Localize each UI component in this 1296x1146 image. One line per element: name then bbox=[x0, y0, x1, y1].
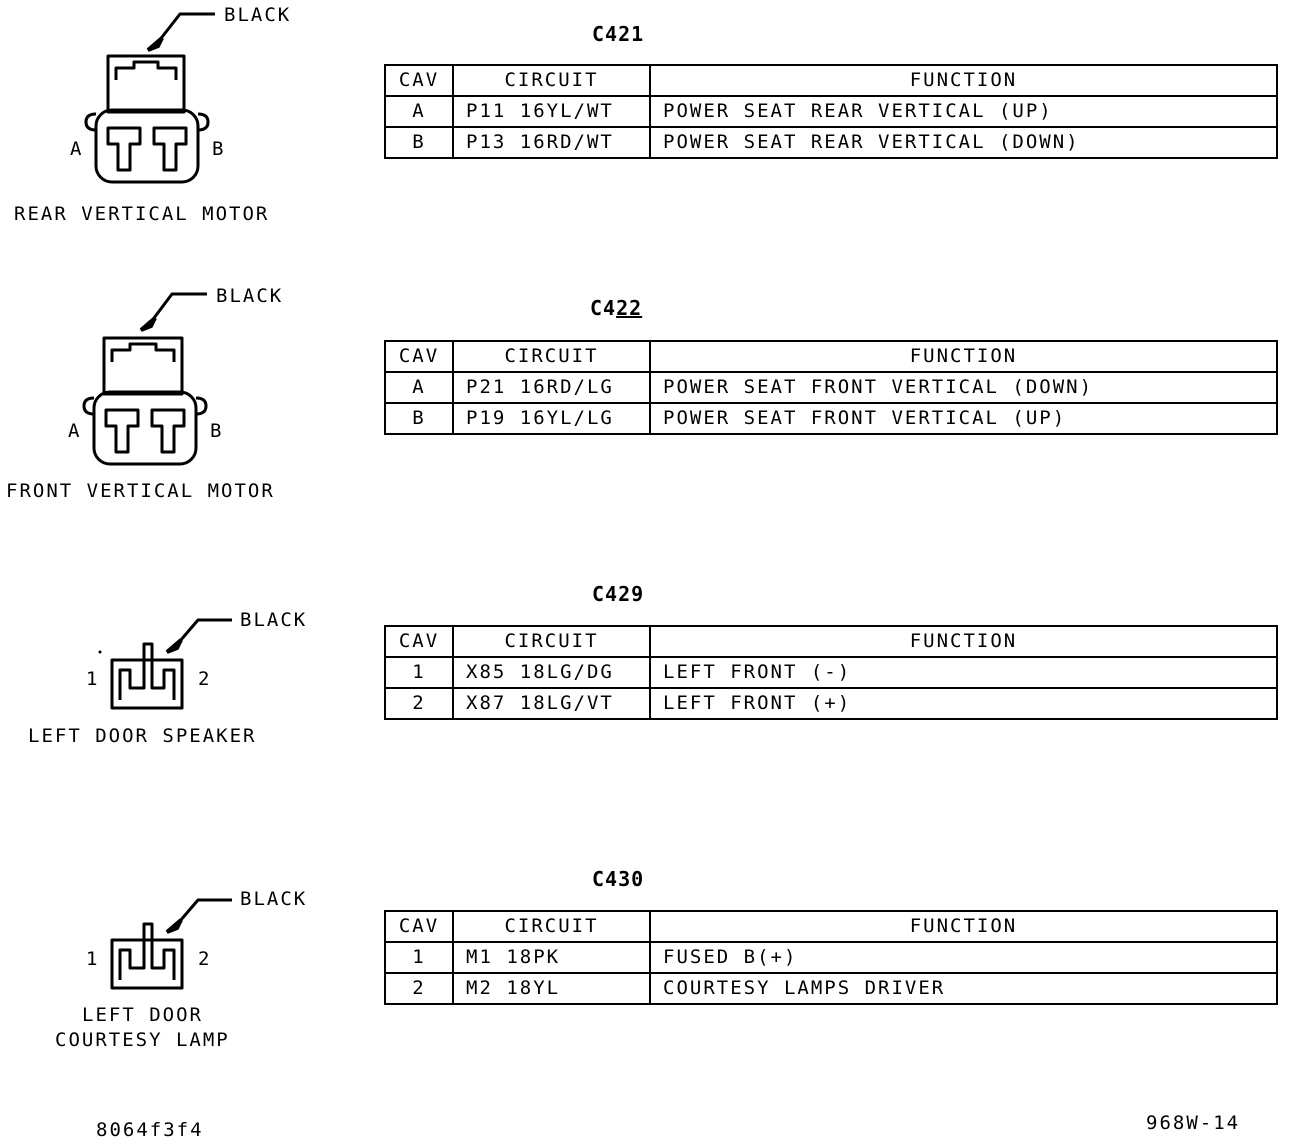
circuit-cell: P11 16YL/WT bbox=[453, 96, 650, 127]
header-function: FUNCTION bbox=[650, 341, 1277, 372]
color-label: BLACK bbox=[240, 888, 308, 910]
circuit-cell: P21 16RD/LG bbox=[453, 372, 650, 403]
pin-1-label: 1 bbox=[86, 948, 100, 970]
footer-right-code: 968W-14 bbox=[1146, 1112, 1241, 1134]
cav-cell: 2 bbox=[385, 973, 453, 1004]
header-circuit: CIRCUIT bbox=[453, 911, 650, 942]
cav-cell: 1 bbox=[385, 657, 453, 688]
pin-b-label: B bbox=[210, 420, 224, 442]
cavity-table-c421 bbox=[384, 64, 1278, 159]
circuit-cell: P13 16RD/WT bbox=[453, 127, 650, 158]
table-header-row bbox=[385, 626, 1277, 657]
connector-id-title bbox=[590, 298, 642, 318]
function-cell: POWER SEAT REAR VERTICAL (DOWN) bbox=[650, 127, 1277, 158]
connector-name: REAR VERTICAL MOTOR bbox=[14, 203, 270, 225]
table-row bbox=[385, 372, 1277, 403]
pin-1-label: 1 bbox=[86, 668, 100, 690]
function-cell: LEFT FRONT (+) bbox=[650, 688, 1277, 719]
table-row bbox=[385, 942, 1277, 973]
table-row bbox=[385, 127, 1277, 158]
cavity-table-c429 bbox=[384, 625, 1278, 720]
circuit-cell: X87 18LG/VT bbox=[453, 688, 650, 719]
function-cell: POWER SEAT FRONT VERTICAL (DOWN) bbox=[650, 372, 1277, 403]
cavity-table-c422 bbox=[384, 340, 1278, 435]
function-cell: FUSED B(+) bbox=[650, 942, 1277, 973]
header-function: FUNCTION bbox=[650, 626, 1277, 657]
pin-b-label: B bbox=[212, 138, 226, 160]
table-header-row bbox=[385, 65, 1277, 96]
cav-cell: B bbox=[385, 403, 453, 434]
connector-id-title: C429 bbox=[592, 582, 645, 606]
header-circuit: CIRCUIT bbox=[453, 626, 650, 657]
table-header-row bbox=[385, 341, 1277, 372]
color-label: BLACK bbox=[216, 285, 284, 307]
table-row bbox=[385, 96, 1277, 127]
pin-a-label: A bbox=[70, 138, 84, 160]
color-label: BLACK bbox=[224, 4, 292, 26]
function-cell: POWER SEAT REAR VERTICAL (UP) bbox=[650, 96, 1277, 127]
header-cav: CAV bbox=[385, 65, 453, 96]
header-function: FUNCTION bbox=[650, 911, 1277, 942]
table-row bbox=[385, 688, 1277, 719]
table-row bbox=[385, 973, 1277, 1004]
function-cell: POWER SEAT FRONT VERTICAL (UP) bbox=[650, 403, 1277, 434]
color-label: BLACK bbox=[240, 609, 308, 631]
header-circuit: CIRCUIT bbox=[453, 341, 650, 372]
cavity-table-c430 bbox=[384, 910, 1278, 1005]
connector-id-suffix: 22 bbox=[616, 296, 643, 320]
table-row bbox=[385, 403, 1277, 434]
footer-left-code: 8064f3f4 bbox=[96, 1119, 204, 1141]
cav-cell: A bbox=[385, 96, 453, 127]
circuit-cell: M1 18PK bbox=[453, 942, 650, 973]
connector-id-title: C430 bbox=[592, 867, 645, 891]
connector-name-line2: COURTESY LAMP bbox=[55, 1029, 230, 1051]
circuit-cell: P19 16YL/LG bbox=[453, 403, 650, 434]
function-cell: COURTESY LAMPS DRIVER bbox=[650, 973, 1277, 1004]
connector-name-line1: LEFT DOOR bbox=[82, 1004, 203, 1026]
connector-name: LEFT DOOR SPEAKER bbox=[28, 725, 257, 747]
cav-cell: B bbox=[385, 127, 453, 158]
connector-name: FRONT VERTICAL MOTOR bbox=[6, 480, 275, 502]
header-function: FUNCTION bbox=[650, 65, 1277, 96]
pin-a-label: A bbox=[68, 420, 82, 442]
connector-id-title: C421 bbox=[592, 22, 645, 46]
header-cav: CAV bbox=[385, 911, 453, 942]
function-cell: LEFT FRONT (-) bbox=[650, 657, 1277, 688]
circuit-cell: M2 18YL bbox=[453, 973, 650, 1004]
header-cav: CAV bbox=[385, 341, 453, 372]
header-cav: CAV bbox=[385, 626, 453, 657]
circuit-cell: X85 18LG/DG bbox=[453, 657, 650, 688]
connector-id-prefix: C4 bbox=[590, 296, 617, 320]
cav-cell: 2 bbox=[385, 688, 453, 719]
header-circuit: CIRCUIT bbox=[453, 65, 650, 96]
cav-cell: A bbox=[385, 372, 453, 403]
pin-2-label: 2 bbox=[198, 668, 212, 690]
table-header-row bbox=[385, 911, 1277, 942]
cav-cell: 1 bbox=[385, 942, 453, 973]
table-row bbox=[385, 657, 1277, 688]
pin-2-label: 2 bbox=[198, 948, 212, 970]
